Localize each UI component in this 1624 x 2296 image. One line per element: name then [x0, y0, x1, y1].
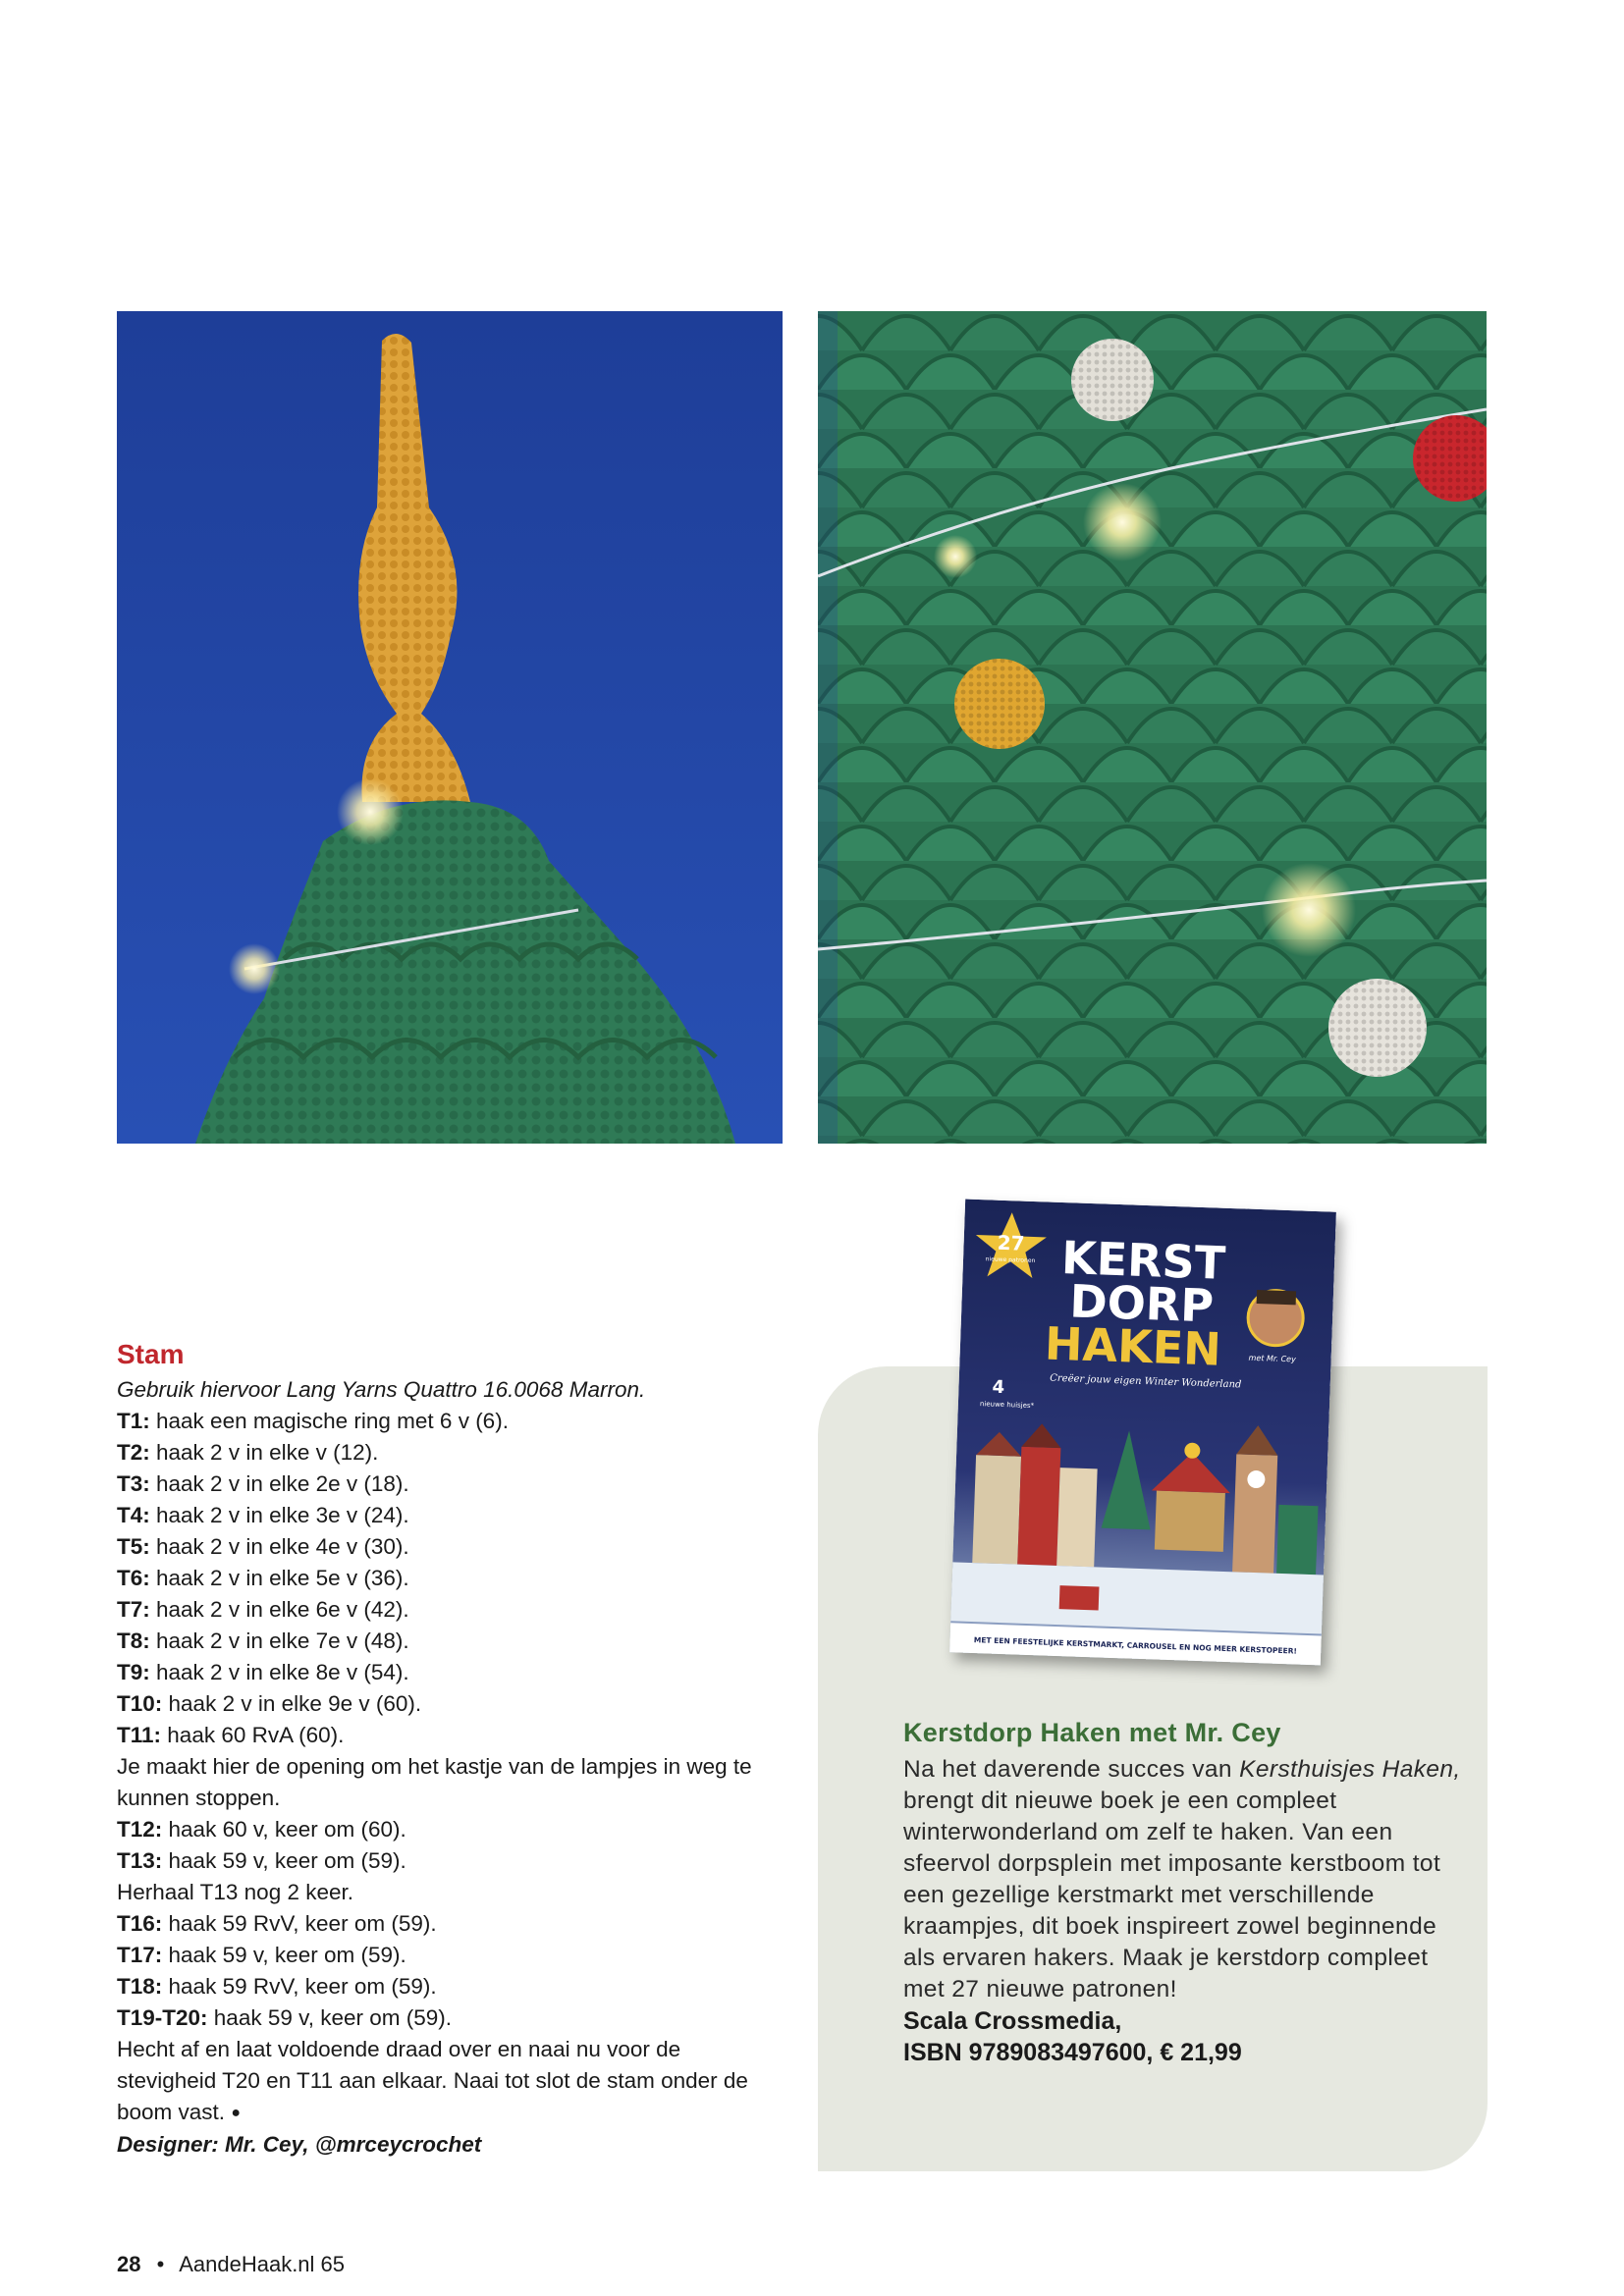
cover-small-badge-number: 4 — [992, 1376, 1005, 1399]
cover-bottom-strip: MET EEN FEESTELIJKE KERSTMARKT, CARROUSEL EN NOG MEER KERSTOPEER! — [973, 1635, 1298, 1656]
end-mark-icon: ● — [231, 2105, 241, 2121]
photo-tree-top — [117, 311, 783, 1144]
pattern-intro: Gebruik hiervoor Lang Yarns Quattro 16.0068 Marron. — [117, 1377, 646, 1402]
pattern-row: T12: haak 60 v, keer om (60). — [117, 1817, 406, 1842]
pattern-note-opening: Je maakt hier de opening om het kastje van de lampjes in weg te kunnen stoppen. — [117, 1754, 752, 1810]
pattern-repeat-note: Herhaal T13 nog 2 keer. — [117, 1880, 353, 1904]
cover-badge-text: nieuwe patronen — [985, 1255, 1036, 1265]
pattern-row: T6: haak 2 v in elke 5e v (36). — [117, 1566, 409, 1590]
pattern-row: T16: haak 59 RvV, keer om (59). — [117, 1911, 437, 1936]
pattern-row: T3: haak 2 v in elke 2e v (18). — [117, 1471, 409, 1496]
cover-subtitle: Creëer jouw eigen Winter Wonderland — [1050, 1372, 1242, 1391]
pattern-row: T4: haak 2 v in elke 3e v (24). — [117, 1503, 409, 1527]
footer-bullet: • — [156, 2252, 165, 2276]
pattern-row: T17: haak 59 v, keer om (59). — [117, 1943, 406, 1967]
pattern-row: T19-T20: haak 59 v, keer om (59). — [117, 2005, 452, 2030]
cover-small-badge-text: nieuwe huisjes* — [979, 1400, 1035, 1411]
book-desc-rest: brengt dit nieuwe boek je een compleet winterwonderland om zelf te haken. Van een sfeervol dorpsplein met imposante kerstboom tot een gezellige kerstmarkt met verschillende kraampjes, dit boek inspireert zowel beginnende als ervaren hakers. Maak je kerstdorp compleet met 27 nieuwe patronen! — [903, 1788, 1441, 2002]
pattern-row: T11: haak 60 RvA (60). — [117, 1723, 345, 1747]
book-description — [903, 1754, 1463, 2005]
book-cover-image — [949, 1200, 1336, 1666]
pattern-row: T9: haak 2 v in elke 8e v (54). — [117, 1660, 409, 1684]
book-desc-start: Na het daverende succes van — [903, 1756, 1240, 1783]
book-isbn-price: ISBN 9789083497600, € 21,99 — [903, 2039, 1242, 2066]
page-footer — [117, 2252, 345, 2277]
book-publisher: Scala Crossmedia, — [903, 2007, 1122, 2035]
pattern-finish: Hecht af en laat voldoende draad over en naai nu voor de stevigheid T20 en T11 aan elkaar. Naai tot slot de stam onder de boom vast. ● — [117, 2037, 748, 2124]
pattern-instructions — [117, 1337, 785, 2161]
book-title: Kerstdorp Haken met Mr. Cey — [903, 1718, 1281, 1747]
pattern-row: T8: haak 2 v in elke 7e v (48). — [117, 1629, 409, 1653]
pattern-row: T2: haak 2 v in elke v (12). — [117, 1440, 379, 1465]
pattern-heading: Stam — [117, 1339, 185, 1369]
cover-title-line1: KERST — [1060, 1231, 1227, 1290]
cover-title-line3: HAKEN — [1044, 1316, 1222, 1376]
pattern-row: T13: haak 59 v, keer om (59). — [117, 1848, 406, 1873]
photo-tree-closeup — [818, 311, 1487, 1144]
pattern-row: T18: haak 59 RvV, keer om (59). — [117, 1974, 437, 1999]
book-desc-previous-title: Kersthuisjes Haken, — [1239, 1756, 1461, 1783]
publication-name: AandeHaak.nl 65 — [179, 2252, 346, 2276]
pattern-row: T7: haak 2 v in elke 6e v (42). — [117, 1597, 409, 1622]
book-info — [903, 1718, 1463, 2068]
cover-badge-number: 27 — [997, 1230, 1025, 1255]
pattern-row: T10: haak 2 v in elke 9e v (60). — [117, 1691, 422, 1716]
page-number: 28 — [117, 2252, 141, 2276]
cover-title-line2: DORP — [1068, 1274, 1215, 1333]
pattern-row: T1: haak een magische ring met 6 v (6). — [117, 1409, 509, 1433]
cover-author-tag: met Mr. Cey — [1248, 1353, 1296, 1364]
pattern-row: T5: haak 2 v in elke 4e v (30). — [117, 1534, 409, 1559]
designer-credit: Designer: Mr. Cey, @mrceycrochet — [117, 2132, 482, 2157]
